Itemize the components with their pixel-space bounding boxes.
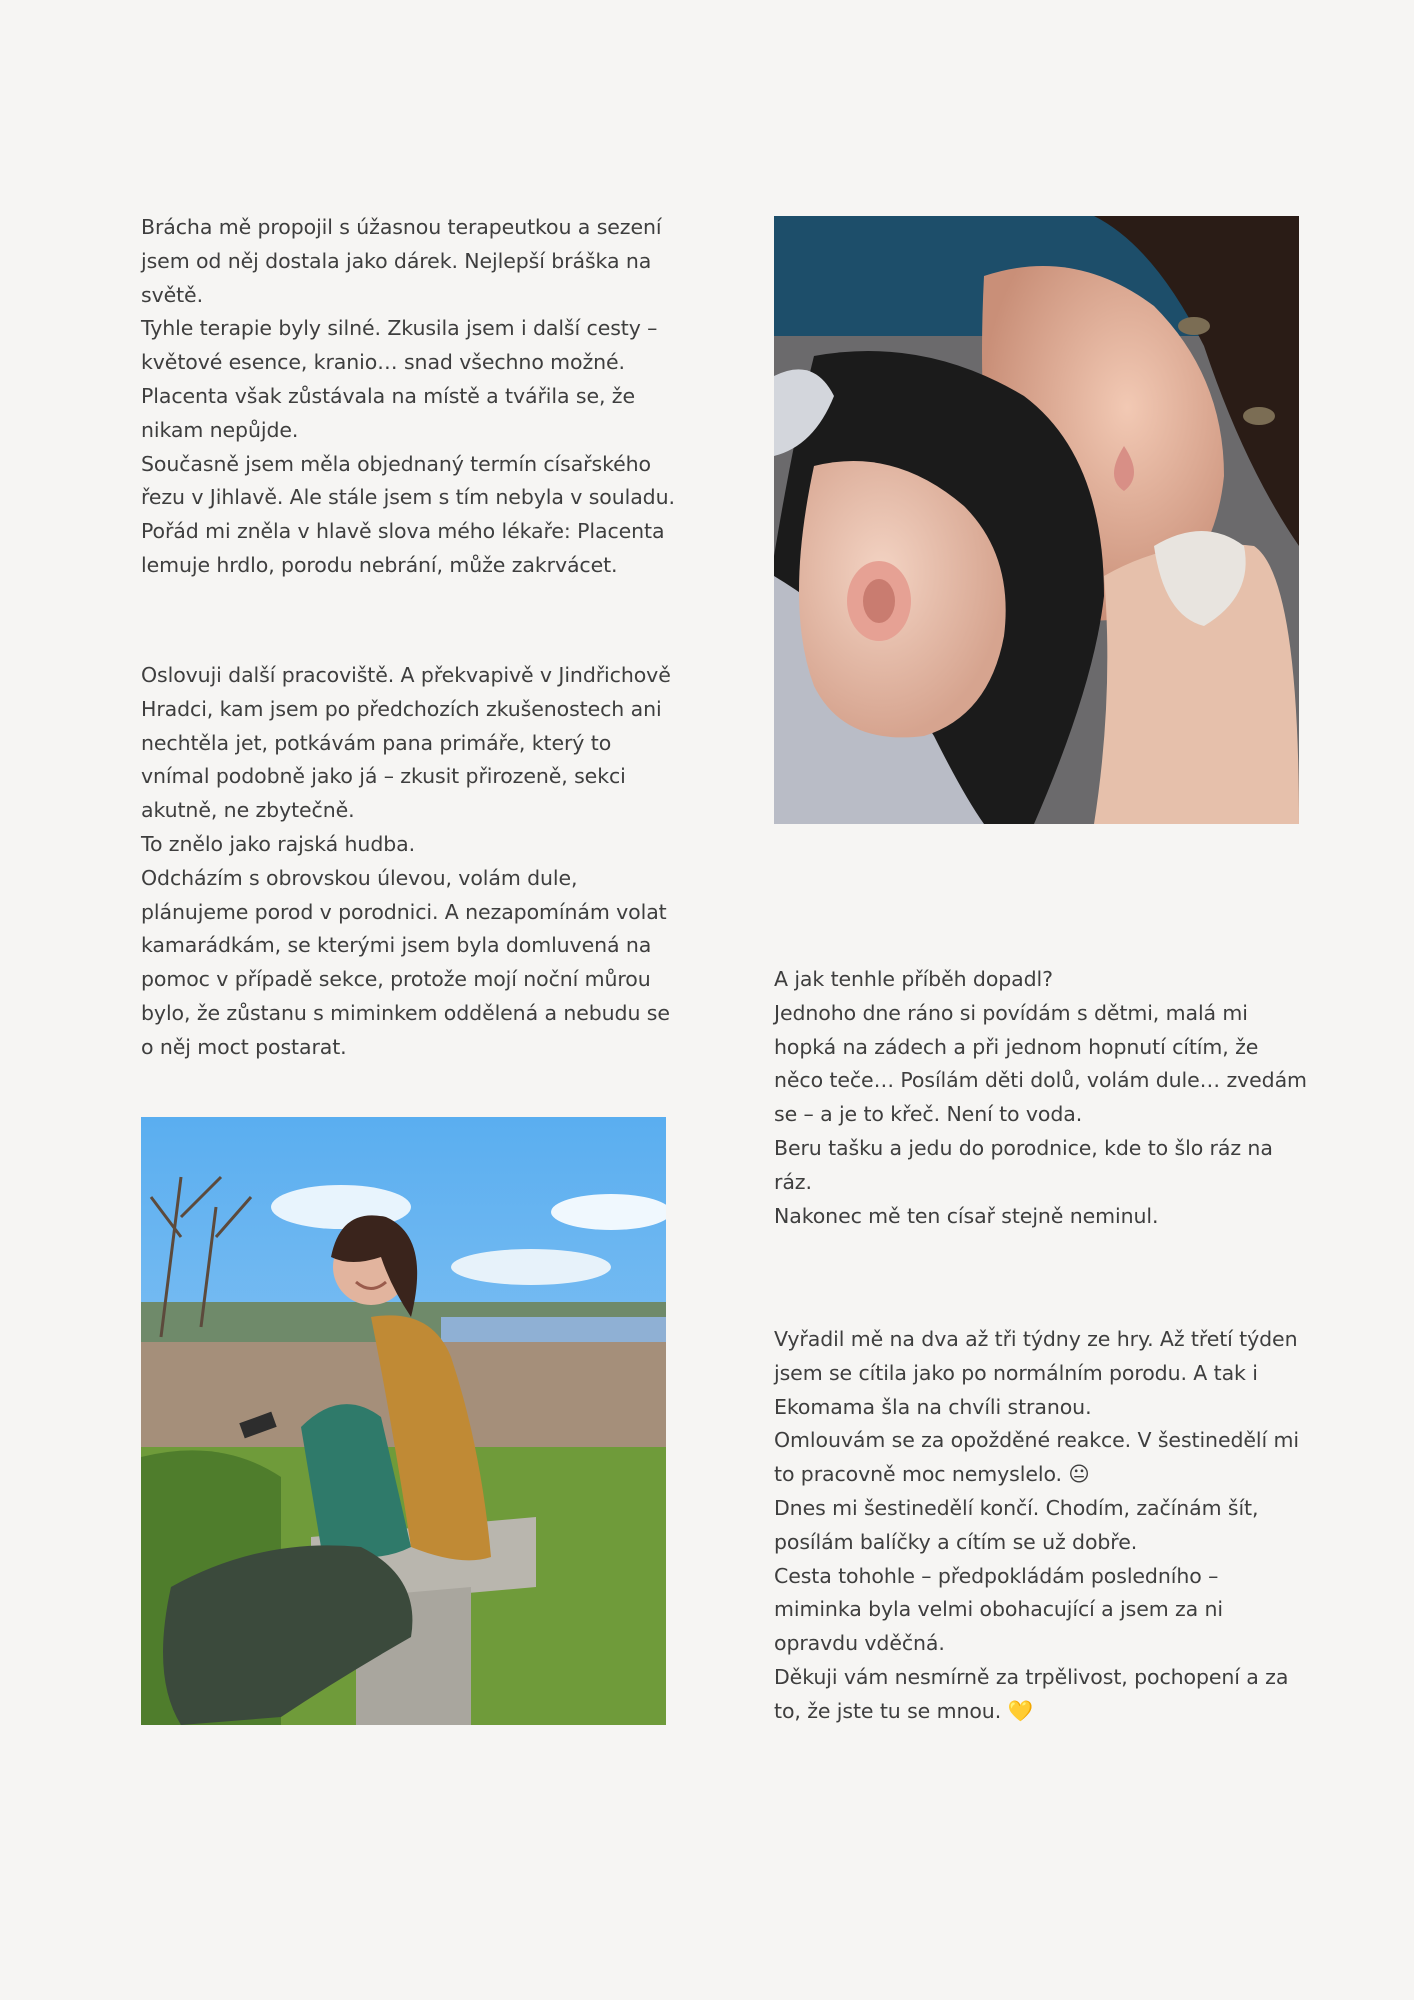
paragraph: A jak tenhle příběh dopadl? [774, 967, 1053, 991]
paragraph: Vyřadil mě na dva až tři týdny ze hry. Až třetí týden jsem se cítila jako po normálním porodu. A tak i Ekomama šla na chvíli stranou. [774, 1327, 1298, 1419]
text-block-hospital [141, 659, 676, 1065]
paragraph: Odcházím s obrovskou úlevou, volám dule, plánujeme porod v porodnici. A nezapomínám volat kamarádkám, se kterými jsem byla domluvená na pomoc v případě sekce, protože mojí noční můrou bylo, že zůstanu s miminkem oddělená a nebudu se o něj moct postarat. [141, 865, 670, 1059]
photo-woman-on-bench-by-lake-image [141, 1117, 666, 1725]
paragraph: Oslovuji další pracoviště. A překvapivě v Jindřichově Hradci, kam jsem po předchozích zkušenostech ani nechtěla jet, potkávám pana primáře, který to vnímal podobně jako já – zkusit přirozeně, sekci akutně, ne zbytečně. [141, 663, 671, 823]
photo-mother-with-newborn-image [774, 216, 1299, 824]
paragraph: Dnes mi šestinedělí končí. Chodím, začínám šít, posílám balíčky a cítím se už dobře. [774, 1495, 1259, 1554]
paragraph: Omlouvám se za opožděné reakce. V šestinedělí mi to pracovně moc nemyslelo. 😐 [774, 1428, 1299, 1487]
paragraph: Brácha mě propojil s úžasnou terapeutkou a sezení jsem od něj dostala jako dárek. Nejlepší bráška na světě. [141, 215, 662, 307]
paragraph: Děkuji vám nesmírně za trpělivost, pochopení a za to, že jste tu se mnou. 💛 [774, 1664, 1289, 1723]
text-block-outcome [774, 963, 1309, 1233]
paragraph: To znělo jako rajská hudba. [141, 831, 416, 856]
paragraph: Cesta tohohle – předpokládám posledního – miminka byla velmi obohacující a jsem za ni opravdu vděčná. [774, 1563, 1224, 1656]
photo-mother-with-newborn [774, 216, 1299, 824]
paragraph: Tyhle terapie byly silné. Zkusila jsem i další cesty – květové esence, kranio… snad všechno možné. Placenta však zůstávala na místě a tvářila se, že nikam nepůjde. [141, 316, 658, 442]
paragraph: Jednoho dne ráno si povídám s dětmi, malá mi hopká na zádech a při jednom hopnutí cítím, že něco teče… Posílám děti dolů, volám dule… zvedám se – a je to křeč. Není to voda. [774, 1000, 1307, 1127]
photo-woman-on-bench-by-lake [141, 1117, 666, 1725]
paragraph: Současně jsem měla objednaný termín císařského řezu v Jihlavě. Ale stále jsem s tím nebyla v souladu. Pořád mi zněla v hlavě slova mého lékaře: Placenta lemuje hrdlo, porodu nebrání, může zakrvácet. [141, 451, 675, 577]
paragraph: Nakonec mě ten císař stejně neminul. [774, 1203, 1159, 1228]
text-block-therapy [141, 211, 676, 583]
paragraph: Beru tašku a jedu do porodnice, kde to šlo ráz na ráz. [774, 1135, 1273, 1194]
text-block-recovery [774, 1323, 1309, 1729]
